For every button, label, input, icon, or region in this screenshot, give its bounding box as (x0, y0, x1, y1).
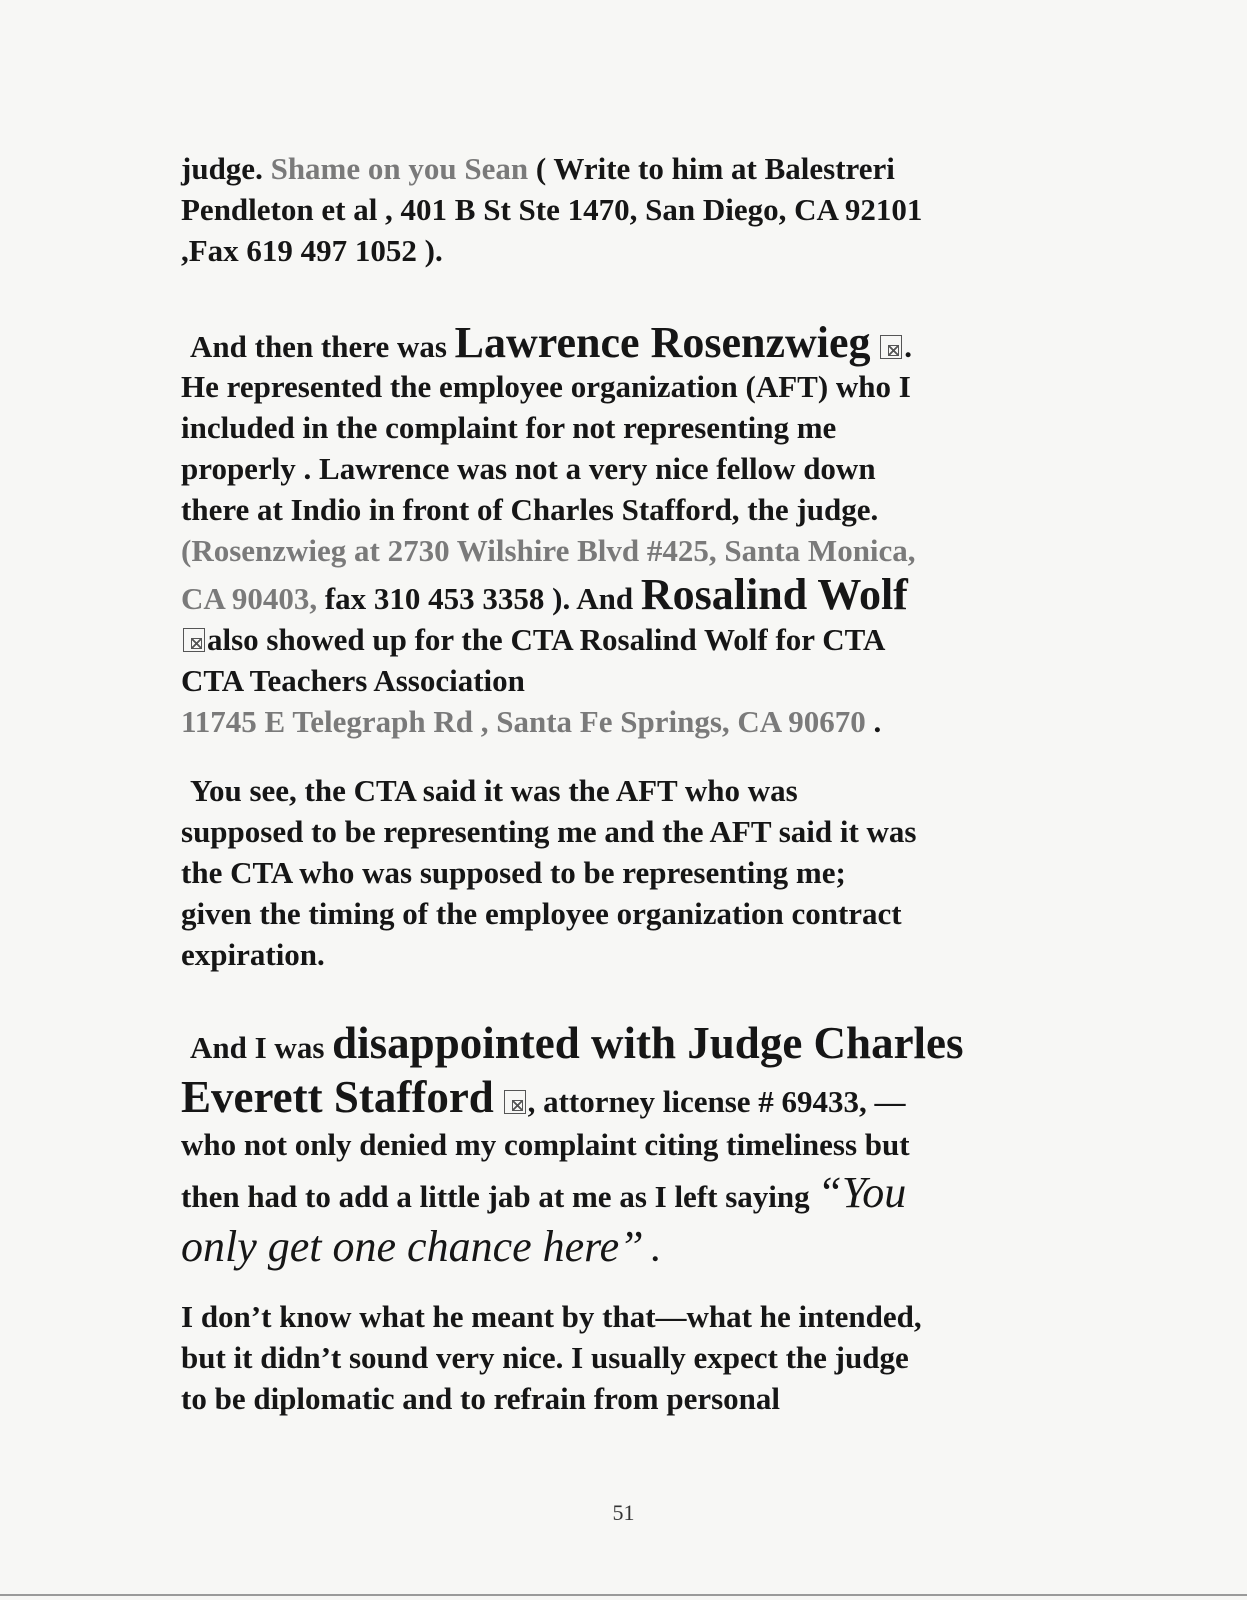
line: given the timing of the employee organization contract (181, 896, 902, 931)
paragraph-3 (181, 770, 1081, 975)
quote-text: only get one chance here” (181, 1222, 644, 1271)
paragraph-1 (181, 148, 1081, 271)
line: only get one chance here” . (181, 1222, 660, 1271)
name-lawrence-rosenzwieg: Lawrence Rosenzwieg (454, 318, 871, 367)
name-rosalind-wolf: Rosalind Wolf (640, 570, 908, 619)
line: I don’t know what he meant by that—what he intended, (181, 1299, 922, 1334)
broken-image-icon (183, 628, 205, 652)
line: properly . Lawrence was not a very nice fellow down (181, 451, 876, 486)
line: then had to add a little jab at me as I left saying “You (181, 1168, 907, 1217)
line: And then there was Lawrence Rosenzwieg . (190, 318, 913, 367)
line: supposed to be representing me and the AFT said it was (181, 814, 917, 849)
paragraph-2 (181, 318, 1081, 742)
line: Everett Stafford , attorney license # 69433, — (181, 1072, 906, 1122)
line: You see, the CTA said it was the AFT who was (190, 773, 798, 808)
quote-text: “You (817, 1168, 907, 1217)
line: who not only denied my complaint citing timeliness but (181, 1127, 910, 1162)
line: expiration. (181, 937, 325, 972)
line: the CTA who was supposed to be representing me; (181, 855, 846, 890)
paragraph-4 (181, 1016, 1081, 1273)
grey-address-line: 11745 E Telegraph Rd , Santa Fe Springs, CA 90670 (181, 704, 866, 739)
line: there at Indio in front of Charles Stafford, the judge. (181, 492, 879, 527)
line: ,Fax 619 497 1052 ). (181, 233, 443, 268)
line: CTA Teachers Association (181, 663, 525, 698)
line: judge. Shame on you Sean ( Write to him at Balestreri (181, 151, 895, 186)
page-number: 51 (612, 1500, 635, 1525)
grey-text: Shame on you Sean (270, 151, 529, 186)
broken-image-icon (504, 1090, 526, 1114)
grey-address-line: (Rosenzwieg at 2730 Wilshire Blvd #425, Santa Monica, (181, 533, 916, 568)
page-edge-divider (0, 1594, 1247, 1596)
line: 11745 E Telegraph Rd , Santa Fe Springs, CA 90670 . (181, 704, 882, 739)
line: also showed up for the CTA Rosalind Wolf for CTA (181, 619, 1081, 660)
line: to be diplomatic and to refrain from personal (181, 1381, 781, 1416)
line: And I was disappointed with Judge Charles (190, 1018, 964, 1068)
broken-image-icon (880, 335, 902, 359)
line: included in the complaint for not representing me (181, 410, 837, 445)
name-everett-stafford: Everett Stafford (181, 1072, 494, 1122)
line: but it didn’t sound very nice. I usually expect the judge (181, 1340, 909, 1375)
disappointed-heading: disappointed with Judge Charles (332, 1018, 964, 1068)
paragraph-5 (181, 1296, 1081, 1419)
line: CA 90403, fax 310 453 3358 ). And Rosalind Wolf (181, 570, 908, 619)
line: Pendleton et al , 401 B St Ste 1470, San Diego, CA 92101 (181, 192, 923, 227)
line: He represented the employee organization (AFT) who I (181, 369, 911, 404)
